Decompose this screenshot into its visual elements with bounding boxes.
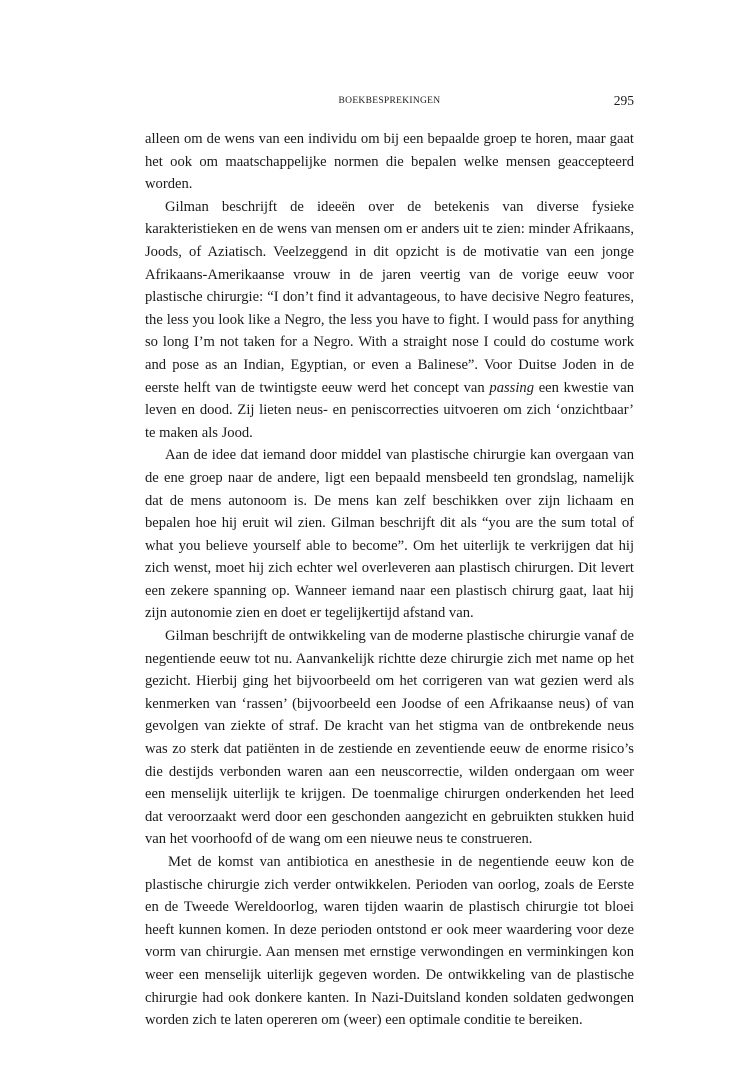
- paragraph-2-text-after: een kwestie van leven en dood. Zij lieten neus- en peniscorrecties uitvoeren om zich ‘onzichtbaar’ te maken als Jood.: [145, 379, 634, 441]
- paragraph-3: [145, 444, 634, 625]
- paragraph-4: [145, 625, 634, 851]
- body-text: [145, 128, 634, 1032]
- running-header: [145, 92, 634, 112]
- running-title: BOEKBESPREKINGEN: [338, 96, 441, 106]
- paragraph-1-text: alleen om de wens van een individu om bij een bepaalde groep te horen, maar gaat het ook om maatschappelijke normen die bepalen welke mensen geaccepteerd worden.: [145, 131, 634, 193]
- paragraph-3-text: Aan de idee dat iemand door middel van plastische chirurgie kan overgaan van de ene groep naar de andere, ligt een bepaald mensbeeld ten grondslag, namelijk dat de mens autonoom is. De mens kan zelf beschikken over zijn lichaam en bepalen hoe hij eruit wil zien. Gilman beschrijft dit als “you are the sum total of what you believe yourself able to become”. Om het uiterlijk te verkrijgen dat hij zich wenst, moet hij zich echter wel overleveren aan plastisch chirurgen. Dit levert een zekere spanning op. Wanneer iemand naar een plastisch chirurg gaat, laat hij zijn autonomie zien en doet er tegelijkertijd afstand van.: [145, 447, 634, 622]
- paragraph-5-text: Met de komst van antibiotica en anesthesie in de negentiende eeuw kon de plastische chirurgie zich verder ontwikkelen. Perioden van oorlog, zoals de Eerste en de Tweede Wereldoorlog, waren tijden waarin de plastisch chirurgie tot bloei heeft kunnen komen. In deze perioden ontstond er ook meer waardering voor deze vorm van chirurgie. Aan mensen met ernstige verwondingen en verminkingen kon weer een menselijk uiterlijk gegeven worden. De ontwikkeling van de plastische chirurgie had ook donkere kanten. In Nazi-Duitsland konden soldaten gedwongen worden zich te laten opereren om (weer) een optimale conditie te bereiken.: [145, 854, 634, 1029]
- paragraph-1: [145, 128, 634, 196]
- paragraph-2-emphasis: passing: [489, 379, 534, 396]
- paragraph-2-text: Gilman beschrijft de ideeën over de betekenis van diverse fysieke karakteristieken en de wens van mensen om er anders uit te zien: minder Afrikaans, Joods, of Aziatisch. Veelzeggend in dit opzicht is de motivatie van een jonge Afrikaans-Amerikaanse vrouw in de jaren veertig van de vorige eeuw voor plastische chirurgie: “I don’t find it advantageous, to have decisive Negro features, the less you look like a Negro, the less you have to fight. I would pass for anything so long I’m not taken for a Negro. With a straight nose I could do costume work and pose as an Indian, Egyptian, or even a Balinese”. Voor Duitse Joden in de eerste helft van de twintigste eeuw werd het concept van: [145, 198, 634, 396]
- paragraph-4-text: Gilman beschrijft de ontwikkeling van de moderne plastische chirurgie vanaf de negentiende eeuw tot nu. Aanvankelijk richtte deze chirurgie zich met name op het gezicht. Hierbij ging het bijvoorbeeld om het corrigeren van wat gezien werd als kenmerken van ‘rassen’ (bijvoorbeeld een Joodse of een Afrikaanse neus) of van gevolgen van ziekte of straf. De kracht van het stigma van de ontbrekende neus was zo sterk dat patiënten in de zestiende en zeventiende eeuw de enorme risico’s die destijds verbonden waren aan een neuscorrectie, wilden ondergaan om weer een menselijk uiterlijk te krijgen. De toenmalige chirurgen onderkenden het leed dat veroorzaakt werd door een geschonden aangezicht en gebruikten stukken huid van het voorhoofd of de wang om een nieuwe neus te construeren.: [145, 628, 634, 848]
- page-number: 295: [613, 93, 634, 108]
- paragraph-5: [145, 851, 634, 1032]
- paragraph-2: [145, 196, 634, 445]
